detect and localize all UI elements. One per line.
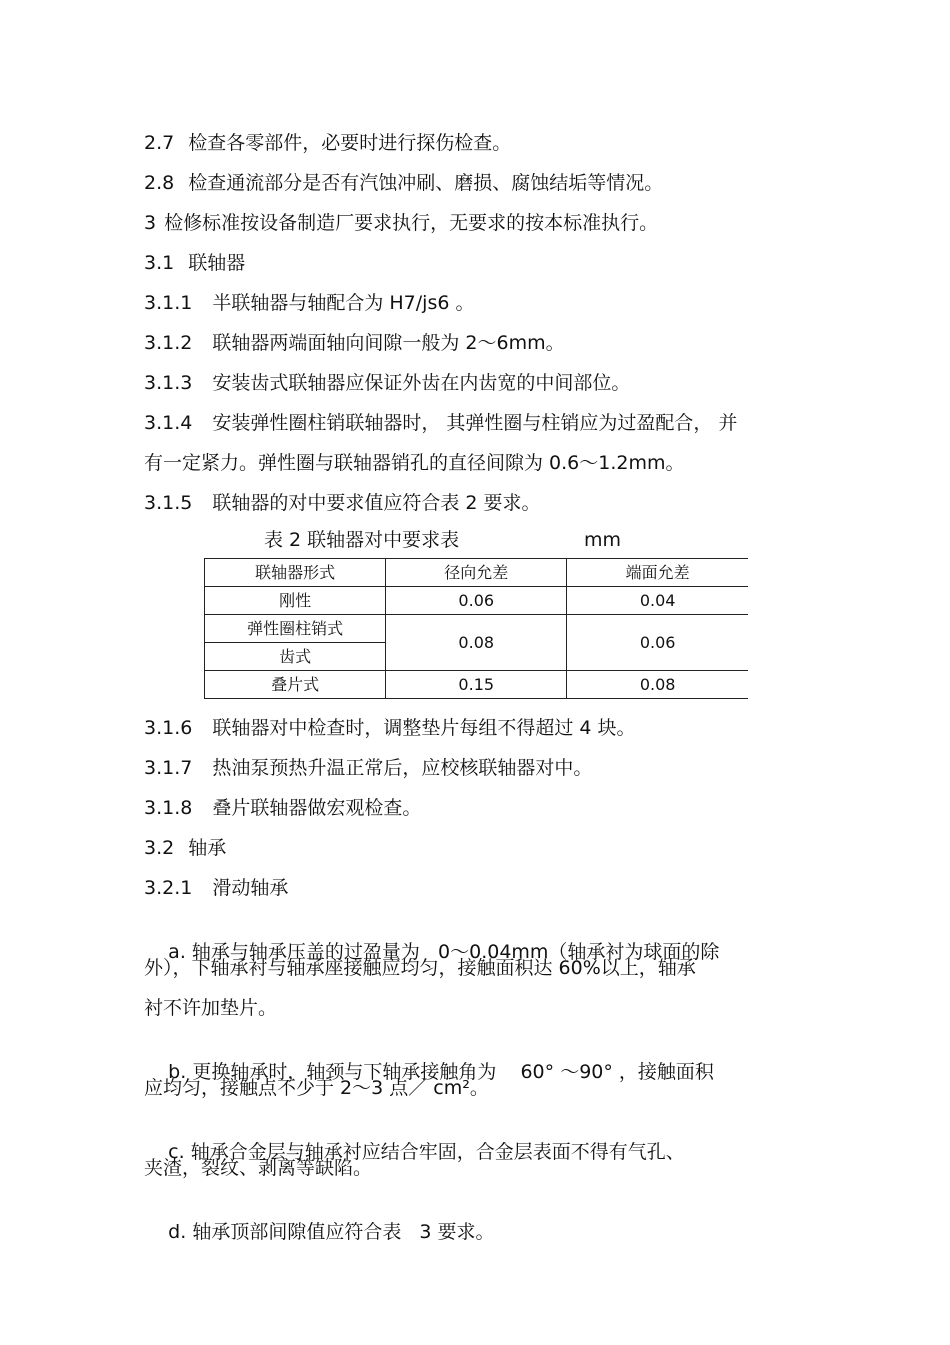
clause-text: 联轴器两端面轴向间隙一般为 2～6mm。 [212,332,565,354]
clause-text: 衬不许加垫片。 [144,997,278,1019]
clause-number: 3 [144,212,157,234]
line-a-cont-1 [144,956,696,980]
clause-number: 3.1 [144,252,175,274]
line-3-1-4 [144,411,737,435]
table-header-row [205,559,749,587]
face-cell: 0.08 [567,671,748,699]
clause-number: 3.1.2 [144,332,193,354]
line-c-cont [144,1156,372,1180]
clause-text: 热油泵预热升温正常后，应校核联轴器对中。 [212,757,593,779]
clause-number: 2.7 [144,132,175,154]
line-3-1-5 [144,491,541,515]
line-3-1-8 [144,796,421,820]
clause-number: 3.2 [144,837,175,859]
face-cell: 0.06 [567,615,748,671]
clause-number: 2.8 [144,172,175,194]
line-3 [144,211,658,235]
table-row [205,615,749,643]
clause-number: 3.1.7 [144,757,193,779]
clause-text: 联轴器 [188,252,246,274]
clause-number: 3.1.5 [144,492,193,514]
clause-number: 3.1.3 [144,372,193,394]
clause-text: c. 轴承合金层与轴承衬应结合牢固，合金层表面不得有气孔、 [156,1141,685,1163]
radial-cell: 0.06 [386,587,567,615]
radial-cell: 0.08 [386,615,567,671]
header-cell: 径向允差 [386,559,567,587]
face-cell: 0.04 [567,587,748,615]
line-3-1-2 [144,331,565,355]
header-cell: 端面允差 [567,559,748,587]
header-cell: 联轴器形式 [205,559,386,587]
line-3-1 [144,251,245,275]
clause-text: 有一定紧力。弹性圈与联轴器销孔的直径间隙为 0.6～1.2mm。 [144,452,685,474]
line-b-cont [144,1076,489,1100]
clause-text: 检修标准按设备制造厂要求执行，无要求的按本标准执行。 [164,212,659,234]
clause-text: b. 更换轴承时，轴颈与下轴承接触角为 60° ～90° ，接触面积 [156,1061,714,1083]
type-cell: 齿式 [205,643,386,671]
line-3-1-6 [144,716,636,740]
line-3-2 [144,836,226,860]
clause-text: d. 轴承顶部间隙值应符合表 3 要求。 [156,1221,495,1243]
type-cell: 弹性圈柱销式 [205,615,386,643]
clause-text: 安装弹性圈柱销联轴器时， 其弹性圈与柱销应为过盈配合， 并 [212,412,738,434]
clause-text: 外），下轴承衬与轴承座接触应均匀，接触面积达 60%以上，轴承 [144,957,696,979]
clause-text: 应均匀，接触点不少于 2～3 点／ cm²。 [144,1077,489,1099]
clause-number: 3.1.1 [144,292,193,314]
clause-text: 夹渣，裂纹、剥离等缺陷。 [144,1157,373,1179]
table-row [205,671,749,699]
line-2-7 [144,131,511,155]
clause-number: 3.1.4 [144,412,193,434]
clause-text: 检查各零部件，必要时进行探伤检查。 [188,132,512,154]
clause-number: 3.1.8 [144,797,193,819]
table-title: 表 2 联轴器对中要求表 [264,529,460,551]
line-3-2-1 [144,876,288,900]
line-2-8 [144,171,663,195]
type-cell: 叠片式 [205,671,386,699]
type-cell: 刚性 [205,587,386,615]
clause-text: 轴承 [188,837,227,859]
clause-text: 叠片联轴器做宏观检查。 [212,797,422,819]
table-row [205,587,749,615]
line-3-1-3 [144,371,630,395]
clause-text: 联轴器的对中要求值应符合表 2 要求。 [212,492,541,514]
clause-text: 半联轴器与轴配合为 H7/js6 。 [212,292,475,314]
clause-text: 滑动轴承 [212,877,289,899]
line-3-1-4-cont [144,451,685,475]
table-caption [264,528,622,552]
alignment-requirement-table [204,558,748,699]
clause-text: a. 轴承与轴承压盖的过盈量为 0～0.04mm（轴承衬为球面的除 [156,941,720,963]
radial-cell: 0.15 [386,671,567,699]
line-3-1-7 [144,756,592,780]
line-d [144,1196,495,1244]
clause-text: 安装齿式联轴器应保证外齿在内齿宽的中间部位。 [212,372,631,394]
clause-number: 3.2.1 [144,877,193,899]
line-a-cont-2 [144,996,277,1020]
clause-text: 检查通流部分是否有汽蚀冲刷、磨损、腐蚀结垢等情况。 [188,172,664,194]
clause-text: 联轴器对中检查时，调整垫片每组不得超过 4 块。 [212,717,636,739]
line-3-1-1 [144,291,474,315]
clause-number: 3.1.6 [144,717,193,739]
table-unit: mm [584,529,622,551]
